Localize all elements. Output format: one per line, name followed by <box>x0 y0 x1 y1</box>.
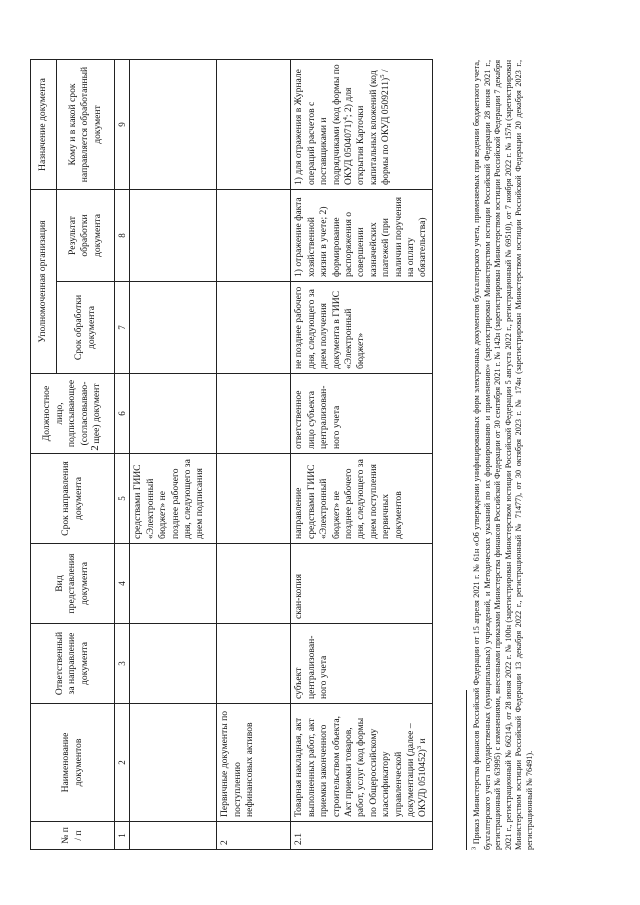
row-purpose: 1) для отражения в Журнале операций расчетов с поставщиками и подрядчиками (код формы по ОКУД 0504071)$^4$; 2) для открытия Карточки капитальных вложений (код формы по ОКУД 0509211)$^5$ / <box>291 60 432 190</box>
row-processing-term: не позднее рабочего дня, следующего за днем получения документа в ГИИС «Электронный бюджет» <box>291 282 432 374</box>
register-table <box>30 59 433 850</box>
row-deadline: направление средствами ГИИС «Электронный бюджет» не позднее рабочего дня, следующего за днем поступления первичных документов <box>291 454 432 544</box>
header-purpose-sub: Кому и в какой срок направляется обработанный документ <box>57 60 115 190</box>
header-doc-name: Наименование документов <box>31 704 115 822</box>
header-purpose: Назначение документа <box>31 60 57 190</box>
col-number: 6 <box>115 374 130 454</box>
column-number-row <box>115 60 130 850</box>
row-signer: ответственное лицо субъекта централизован-ного учета <box>291 374 432 454</box>
header-row-1 <box>31 60 57 850</box>
table-row <box>291 60 432 850</box>
row-number: 2.1 <box>291 822 432 850</box>
row-responsible: субъект централизован-ного учета <box>291 624 432 704</box>
section-title: Первичные документы по поступлению нефинансовых активов <box>217 704 291 822</box>
col-number: 9 <box>115 60 130 190</box>
header-num: № п / п <box>31 822 115 850</box>
footnote-divider <box>466 690 467 850</box>
footnote-number: 3 <box>470 846 478 850</box>
col-number: 8 <box>115 190 130 282</box>
col-number: 5 <box>115 454 130 544</box>
page-number: 2 <box>89 445 101 451</box>
col-number: 7 <box>115 282 130 374</box>
header-view: Вид представления документа <box>31 544 115 624</box>
header-signer: Должностное лицо, подписывающее (согласовываю-щее) документ <box>31 374 115 454</box>
header-deadline: Срок направления документа <box>31 454 115 544</box>
section-row <box>217 60 291 850</box>
continuation-deadline: средствами ГИИС «Электронный бюджет» не позднее рабочего дня, следующего за днем подписания <box>130 454 217 544</box>
header-result: Результат обработки документа <box>57 190 115 282</box>
col-number: 2 <box>115 704 130 822</box>
row-result: 1) отражение факта хозяйственной жизни в учете; 2) формирование распоряжения о совершении казначейских платежей (при наличии поручения на оплату обязательства) <box>291 190 432 282</box>
footnote-text: Приказ Министерства финансов Российской Федерации от 15 апреля 2021 г. № 61н «Об утверждении унифицированных форм электронных документов бухгалтерского учета, применяемых при ведении бюджетного учета, бухгалтерского учета государственных (муниципальных) учреждений, и Методических указаний по их формированию и применению» (зарегистрирован Министерством юстиции Российской Федерации 28 июня 2021 г., регистрационный № 63995) с изменениями, внесенными приказами Министерства финансов Российской Федерации от 30 сентября 2021 г. № 142н (зарегистрирован Министерством юстиции Российской Федерации 7 декабря 2021 г., регистрационный № 66214), от 28 июня 2022 г. № 100н (зарегистрирован Министерством юстиции Российской Федерации 5 августа 2022 г., регистрационный № 69510), от 7 ноября 2022 г. № 157н (зарегистрирован Министерством юстиции Российской Федерации 13 декабря 2022 г., регистрационный № 71477), от 30 октября 2023 г. № 174н (зарегистрирован Министерством юстиции Российской Федерации 20 декабря 2023 г., регистрационный № 76491). <box>472 60 534 850</box>
col-number: 4 <box>115 544 130 624</box>
col-number: 3 <box>115 624 130 704</box>
header-processing-term: Срок обработки документа <box>57 282 115 374</box>
header-responsible: Ответственный за направление документа <box>31 624 115 704</box>
section-number: 2 <box>217 822 291 850</box>
col-number: 1 <box>115 822 130 850</box>
footnote <box>472 60 536 850</box>
header-org-group: Уполномоченная организация <box>31 190 57 374</box>
row-doc-name: Товарная накладная, акт выполненных работ, акт приемки законченного строительством объекта, Акт приемки товаров, работ, услуг (код формы по Общероссийскому классификатору управленческой документации (далее – ОКУД) 0510452)$^3$ и <box>291 704 432 822</box>
footnote-marker: 3 <box>416 745 424 750</box>
continuation-row <box>130 60 217 850</box>
rotated-page-content <box>30 60 590 850</box>
row-view: скан-копия <box>291 544 432 624</box>
